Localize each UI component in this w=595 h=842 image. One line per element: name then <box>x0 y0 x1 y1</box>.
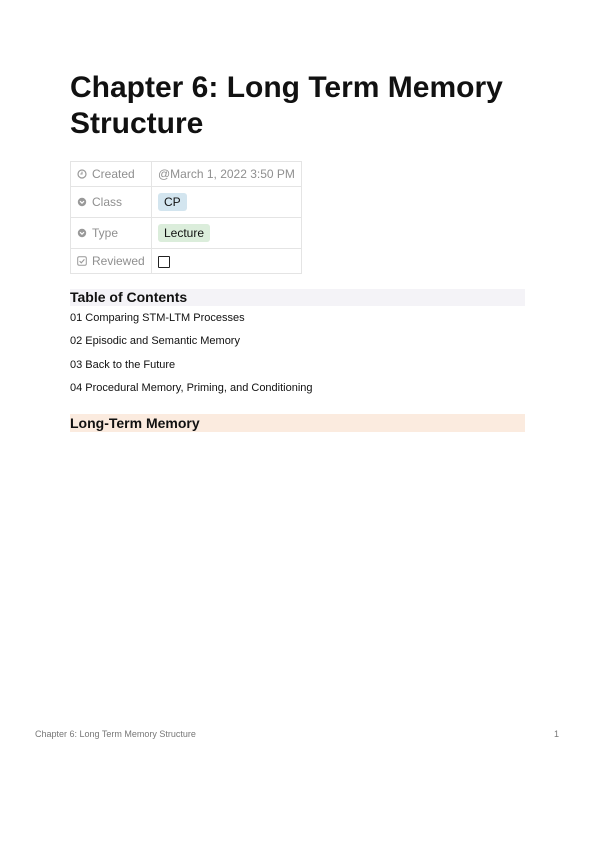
property-label: Reviewed <box>92 253 145 268</box>
type-tag[interactable]: Lecture <box>158 224 210 242</box>
property-type <box>71 218 302 249</box>
select-icon <box>77 227 87 241</box>
property-class <box>71 187 302 218</box>
toc-heading: Table of Contents <box>70 289 525 306</box>
property-key <box>71 218 152 249</box>
created-date: @March 1, 2022 3:50 PM <box>158 167 295 181</box>
property-label: Class <box>92 194 123 209</box>
property-value <box>152 162 302 187</box>
property-key <box>71 249 152 274</box>
select-icon <box>77 196 87 210</box>
clock-icon <box>77 168 87 182</box>
footer-title: Chapter 6: Long Term Memory Structure <box>35 729 196 739</box>
toc-item[interactable]: 03 Back to the Future <box>70 358 176 371</box>
property-label: Created <box>92 166 135 181</box>
page-number: 1 <box>554 729 560 739</box>
section-heading: Long-Term Memory <box>70 414 525 432</box>
reviewed-checkbox[interactable] <box>158 256 170 268</box>
property-value <box>152 249 302 274</box>
property-key <box>71 187 152 218</box>
checkbox-icon <box>77 255 87 269</box>
properties-table <box>70 161 302 274</box>
toc-item[interactable]: 01 Comparing STM-LTM Processes <box>70 312 245 324</box>
toc-item[interactable]: 04 Procedural Memory, Priming, and Conditioning <box>70 381 313 394</box>
property-reviewed <box>71 249 302 274</box>
toc-item[interactable]: 02 Episodic and Semantic Memory <box>70 335 240 348</box>
class-tag[interactable]: CP <box>158 193 187 211</box>
property-key <box>71 162 152 187</box>
property-value <box>152 187 302 218</box>
property-value <box>152 218 302 249</box>
toc-list <box>70 311 313 404</box>
page-title: Chapter 6: Long Term Memory Structure <box>70 71 503 140</box>
property-label: Type <box>92 225 119 240</box>
property-created <box>71 162 302 187</box>
